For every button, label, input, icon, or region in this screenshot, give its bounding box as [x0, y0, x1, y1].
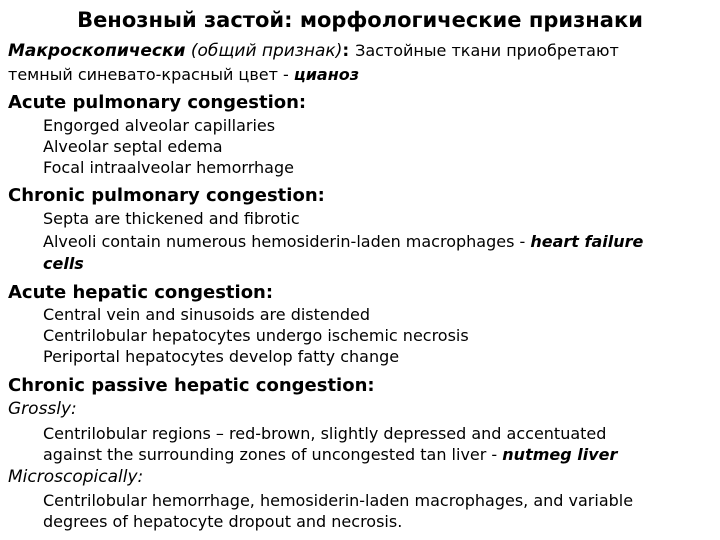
acute-pulmonary-item: Alveolar septal edema: [43, 137, 223, 156]
grossly-line: Centrilobular regions – red-brown, slightly depressed and accentuated: [43, 424, 607, 443]
slide-title: Венозный застой: морфологические признаки: [77, 8, 643, 32]
intro-line-2: [8, 67, 359, 83]
microscopically-line: degrees of hepatocyte dropout and necrosis.: [43, 512, 403, 531]
intro-cyanosis-term: цианоз: [293, 65, 360, 84]
acute-pulmonary-item: Engorged alveolar capillaries: [43, 116, 276, 135]
heading-acute-pulmonary: Acute pulmonary congestion:: [8, 92, 307, 113]
heart-failure-term: heart failure: [530, 232, 644, 251]
grossly-label: Grossly:: [8, 399, 77, 419]
heading-chronic-hepatic: Chronic passive hepatic congestion:: [8, 375, 375, 396]
chronic-pulmonary-item: [43, 234, 643, 250]
heart-failure-term-cont: cells: [43, 254, 84, 273]
intro-line2-text: темный синевато-красный цвет -: [8, 65, 294, 84]
intro-lead-paren: (общий признак): [185, 41, 343, 61]
acute-hepatic-item: Periportal hepatocytes develop fatty change: [43, 347, 400, 366]
intro-line-1: [8, 43, 619, 60]
microscopically-label: Microscopically:: [8, 467, 144, 487]
grossly-line: [43, 447, 617, 463]
acute-pulmonary-item: Focal intraalveolar hemorrhage: [43, 158, 294, 177]
chronic-pulmonary-item-text: Alveoli contain numerous hemosiderin-laden macrophages -: [43, 232, 531, 251]
intro-lead-text: Застойные ткани приобретают: [355, 41, 619, 60]
grossly-line-text: against the surrounding zones of uncongested tan liver -: [43, 445, 503, 464]
microscopically-line: Centrilobular hemorrhage, hemosiderin-laden macrophages, and variable: [43, 491, 634, 510]
heading-acute-hepatic: Acute hepatic congestion:: [8, 282, 274, 303]
acute-hepatic-item: Central vein and sinusoids are distended: [43, 305, 371, 324]
intro-lead-term: Макроскопически: [8, 41, 186, 61]
heading-chronic-pulmonary: Chronic pulmonary congestion:: [8, 185, 325, 206]
intro-lead-colon: :: [342, 41, 356, 61]
nutmeg-liver-term: nutmeg liver: [502, 445, 618, 464]
chronic-pulmonary-item: Septa are thickened and fibrotic: [43, 209, 300, 228]
acute-hepatic-item: Centrilobular hepatocytes undergo ischemic necrosis: [43, 326, 469, 345]
